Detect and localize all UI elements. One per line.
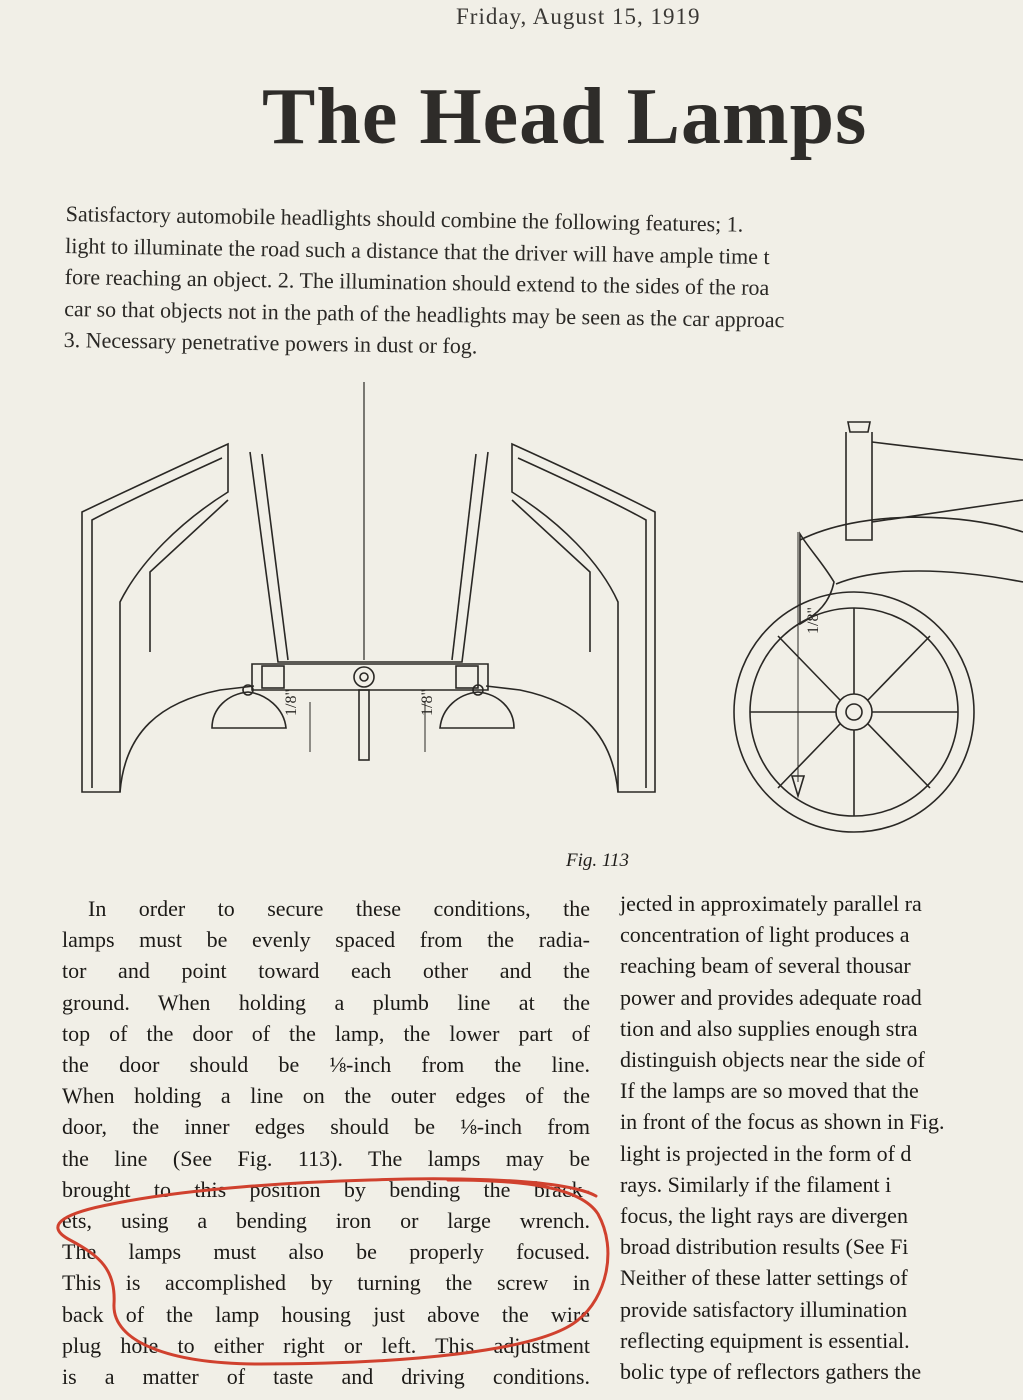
text-line: jected in approximately parallel ra [620, 891, 922, 916]
text-line: This is accomplished by turning the screw in [62, 1270, 590, 1296]
page-title: The Head Lamps [262, 73, 868, 161]
text-line: When holding a line on the outer edges of the [62, 1083, 590, 1109]
text-line: light is projected in the form of d [620, 1140, 912, 1166]
left-fender [82, 444, 228, 792]
dimension-label-side: 1/8" [805, 607, 822, 634]
text-line: If the lamps are so moved that the [620, 1078, 919, 1104]
text-line: Neither of these latter settings of [620, 1265, 908, 1291]
text-line: tor and point toward each other and the [62, 958, 590, 984]
text-line: In order to secure these conditions, the [88, 896, 590, 921]
text-line: tion and also supplies enough stra [620, 1015, 918, 1041]
intro-line: fore reaching an object. 2. The illumination should extend to the sides of the roa [64, 263, 770, 301]
intro-line: Satisfactory automobile headlights should combine the following features; 1. [65, 200, 744, 237]
text-line: reaching beam of several thousar [620, 953, 911, 979]
text-line: plug hole to either right or left. This adjustment [62, 1332, 590, 1358]
side-fender [800, 517, 1023, 540]
text-line: distinguish objects near the side of [620, 1047, 925, 1073]
running-head-date: Friday, August 15, 1919 [456, 4, 701, 29]
text-line: ground. When holding a plumb line at the [62, 989, 590, 1015]
radiator [250, 452, 488, 662]
text-line: reflecting equipment is essential. [620, 1327, 910, 1353]
text-line: the line (See Fig. 113). The lamps may be [62, 1145, 590, 1171]
text-line: power and provides adequate road [620, 984, 922, 1010]
intro-line: light to illuminate the road such a distance that the driver will have ample time t [65, 232, 770, 269]
right-fender [512, 444, 655, 792]
text-line: focus, the light rays are divergen [620, 1203, 908, 1229]
intro-line: 3. Necessary penetrative powers in dust or fog. [63, 326, 478, 359]
text-line: brought to this position by bending the brack- [62, 1176, 590, 1202]
text-line: lamps must be evenly spaced from the radia- [62, 927, 590, 953]
text-line: is a matter of taste and driving conditions. [62, 1364, 590, 1390]
text-line: concentration of light produces a [620, 922, 910, 948]
left-column [62, 893, 590, 1392]
dimension-label-left: 1/8" [283, 689, 300, 716]
fig-113-drawing [0, 372, 1023, 852]
text-line: top of the door of the lamp, the lower part of [62, 1020, 590, 1046]
text-line: the door should be ⅛-inch from the line. [62, 1052, 590, 1078]
text-line: back of the lamp housing just above the wire [62, 1301, 590, 1327]
text-line: rays. Similarly if the filament i [620, 1171, 892, 1197]
lamp-tie-bar [252, 664, 488, 690]
text-line: ets, using a bending iron or large wrench. [62, 1208, 590, 1234]
text-line: in front of the focus as shown in Fig. [620, 1109, 945, 1135]
figure-caption: Fig. 113 [566, 850, 629, 871]
intro-line: car so that objects not in the path of the headlights may be seen as the car approac [64, 295, 785, 332]
text-line: provide satisfactory illumination [620, 1296, 908, 1322]
text-line: broad distribution results (See Fi [620, 1234, 909, 1260]
left-headlamp [212, 692, 286, 728]
text-line: door, the inner edges should be ⅛-inch from [62, 1114, 590, 1140]
right-headlamp [440, 692, 514, 728]
text-line: The lamps must also be properly focused. [62, 1239, 590, 1265]
text-line: bolic type of reflectors gathers the [620, 1359, 922, 1385]
right-column [620, 888, 1023, 1387]
dimension-label-right: 1/8" [419, 689, 436, 716]
intro-paragraph [64, 198, 1023, 371]
